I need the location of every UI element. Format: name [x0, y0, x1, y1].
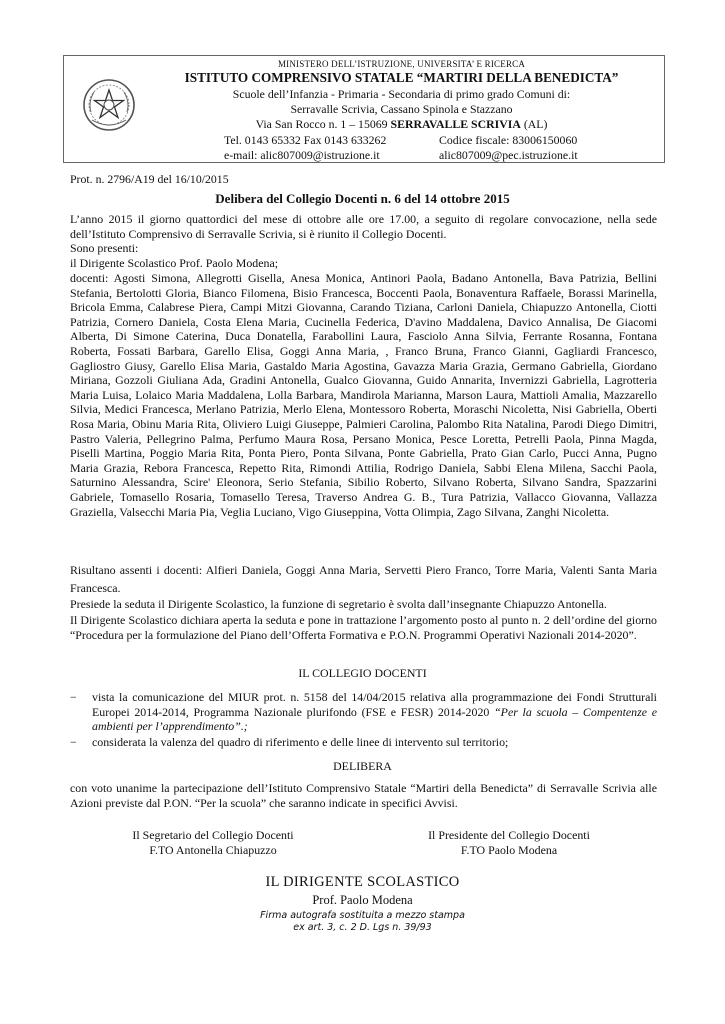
institute-name: ISTITUTO COMPRENSIVO STATALE “MARTIRI DELLA BENEDICTA” — [184, 70, 619, 85]
address-street: Via San Rocco n. 1 – 15069 — [255, 117, 391, 131]
email: e-mail: alic807009@istruzione.it — [224, 148, 380, 162]
comuni-list: Serravalle Scrivia, Cassano Spinola e Stazzano — [290, 102, 513, 116]
teachers-list: docenti: Agosti Simona, Allegrotti Gisella, Anesa Monica, Antinori Paola, Badano Antonella, Bava Patrizia, Bellini Stefania, Bertolotti Gloria, Bianco Filomena, Bisio Francesca, Boccenti Paola, Bonaventura Raffaele, Borassi Marinella, Bricola Emma, Calabrese Piera, Campi Mitzi Giovanna, Carando Tiziana, Carloni Daniela, Chiapuzzo Antonella, Ciotti Patrizia, Cornero Daniela, Costa Elena Maria, Cucinella Federica, D'avino Maddalena, Davico Annalisa, De Giacomi Alberta, Di Simone Caterina, Duca Donatella, Farabollini Laura, Fasciolo Anna Silvia, Ferrante Rosanna, Fontana Roberta, Fossati Barbara, Garello Elisa, Goggi Anna Maria, , Franco Bruna, Franco Gianni, Gagliardi Francesco, Gagliostro Giusy, Garello Elisa Maria, Gastaldo Maria Agostina, Gavazza Maria Grazia, Germano Gabriella, Giordano Miriana, Gozzoli Giuliana Ada, Gradini Antonella, Gualco Giovanna, Guido Annarita, Invernizzi Gabriella, Lagrotteria Maria Luisa, Lolaico Maria Maddalena, Lolla Barbara, Mandirola Marianna, Marson Laura, Mattioli Amalia, Mazzarello Silvia, Medici Francesca, Merlano Patrizia, Merlo Elena, Montessoro Roberta, Moraschi Nicoletta, Nisi Gabriella, Oberti Rosa Maria, Obinu Maria Rita, Oliviero Luigi Giuseppe, Palmieri Carolina, Palombo Rita Natalina, Parodi Diego Dimitri, Pastro Valeria, Pellegrino Palma, Perfumo Maura Rosa, Persano Monica, Pesce Loretta, Petrelli Paola, Pinna Magda, Piselli Martina, Poggio Maria Rita, Ponta Piero, Ponta Silvana, Ponte Gabriella, Prato Gian Carlo, Pucci Anna, Pugno Maria Grazia, Rebora Francesca, Repetto Rita, Rimondi Attilia, Rodrigo Daniela, Sabbi Elena Milena, Sacchi Paola, Saturnino Alessandra, Scire' Eleonora, Serio Stefania, Sibilio Roberto, Silvano Roberta, Silvano Sandra, Spazzarini Gabriele, Tomasello Rosaria, Tomasello Teresa, Traverso Andrea G. B., Tura Patrizia, Vallacco Giovanna, Vallazza Graziella, Valsecchi Maria Pia, Veglia Luciano, Vigo Giuseppina, Votta Olimpia, Zago Silvana, Zanghi Nicoletta. — [70, 271, 657, 519]
school-types: Scuole dell’Infanzia - Primaria - Secondaria di primo grado Comuni di: — [232, 87, 571, 101]
signature-law-reference: ex art. 3, c. 2 D. Lgs n. 39/93 — [293, 922, 432, 933]
secretary-role: Il Segretario del Collegio Docenti — [132, 828, 294, 842]
list-item — [70, 735, 657, 750]
present-label: Sono presenti: — [70, 241, 139, 255]
voto-paragraph: con voto unanime la partecipazione dell’Istituto Comprensivo Statale “Martiri della Benedicta” di Serravalle Scrivia alle Azioni previste dal P.ON. “Per la scuola” che saranno indicate in specifici Avvisi. — [70, 781, 657, 810]
address-province: (AL) — [520, 117, 548, 131]
dash-bullet: − — [70, 690, 77, 704]
address — [139, 117, 664, 132]
delibera-heading: DELIBERA — [333, 759, 392, 773]
letterhead — [63, 55, 665, 163]
dash-bullet: − — [70, 734, 77, 749]
absent-list: Risultano assenti i docenti: Alfieri Daniela, Goggi Anna Maria, Servetti Piero Franco, Torre Maria, Valenti Santa Maria Francesca. — [70, 563, 657, 595]
president-signature — [404, 828, 614, 858]
list-item — [70, 690, 657, 734]
collegio-heading: IL COLLEGIO DOCENTI — [298, 666, 427, 680]
intro-paragraph: L’anno 2015 il giorno quattordici del mese di ottobre alle ore 17.00, a seguito di regolare convocazione, nella sede dell’Istituto Comprensivo di Serravalle Scrivia, si è riunito il Collegio Docenti. — [70, 212, 657, 241]
repubblica-emblem-icon — [82, 78, 136, 132]
bullet-text: considerata la valenza del quadro di riferimento e delle linee di intervento sul territorio; — [92, 734, 509, 749]
phone-fax: Tel. 0143 65332 Fax 0143 633262 — [224, 133, 387, 147]
bullet-italic-text: “Per la scuola – Compentenze e ambienti per l’apprendimento”.; — [92, 704, 657, 734]
ministry-name: MINISTERO DELL’ISTRUZIONE, UNIVERSITA’ E RICERCA — [277, 59, 526, 69]
codice-fiscale: Codice fiscale: 83006150060 — [439, 133, 578, 147]
secretary-signature — [108, 828, 318, 858]
president-name: F.TO Paolo Modena — [460, 843, 558, 857]
dirigente-title: IL DIRIGENTE SCOLASTICO — [265, 874, 460, 890]
document-title: Delibera del Collegio Docenti n. 6 del 14 ottobre 2015 — [215, 191, 510, 206]
dirigente-name: Prof. Paolo Modena — [312, 893, 413, 907]
president-role: Il Presidente del Collegio Docenti — [428, 828, 590, 842]
dichiara-paragraph: Il Dirigente Scolastico dichiara aperta la seduta e pone in trattazione l’argomento posto al punto n. 2 dell’ordine del giorno “Procedura per la formulazione del Piano dell’Offerta Formativa e P.O.N. Programmi Operativi Nazionali 2014-2020”. — [70, 613, 657, 642]
bullet-text: vista la comunicazione del MIUR prot. n. 5158 del 14/04/2015 relativa alla programmazione dei Fondi Strutturali Europei 2014-2014, Programma Nazionale plurifondo (FSE e FESR) 2014-2020 — [92, 690, 657, 719]
address-city: SERRAVALLE SCRIVIA — [390, 117, 521, 131]
protocol-number: Prot. n. 2796/A19 del 16/10/2015 — [70, 172, 229, 186]
pec-email: alic807009@pec.istruzione.it — [439, 148, 578, 162]
considerations-list — [70, 690, 657, 750]
presiede-paragraph: Presiede la seduta il Dirigente Scolastico, la funzione di segretario è svolta dall’insegnante Chiapuzzo Antonella. — [70, 597, 607, 611]
director-line: il Dirigente Scolastico Prof. Paolo Modena; — [70, 256, 279, 270]
signature-note: Firma autografa sostituita a mezzo stampa — [260, 910, 465, 921]
secretary-name: F.TO Antonella Chiapuzzo — [149, 843, 277, 857]
